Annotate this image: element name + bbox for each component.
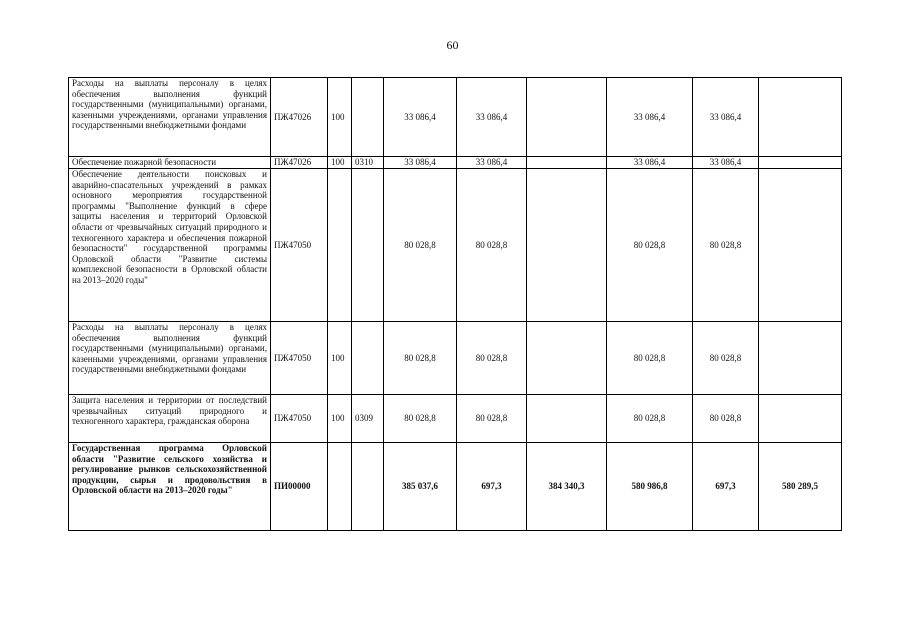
amount-4-cell: 580 986,8	[607, 443, 693, 531]
program-code-cell: ПИ00000	[271, 443, 328, 531]
program-code-cell: ПЖ47026	[271, 78, 328, 157]
amount-4-cell: 33 086,4	[607, 78, 693, 157]
amount-1-cell: 80 028,8	[384, 169, 457, 322]
program-code-cell: ПЖ47050	[271, 322, 328, 395]
section-cell	[352, 78, 384, 157]
expense-type-cell: 100	[328, 157, 352, 169]
amount-5-cell: 33 086,4	[693, 78, 759, 157]
page-number: 60	[446, 38, 459, 52]
amount-3-cell	[527, 78, 607, 157]
amount-2-cell: 80 028,8	[457, 322, 527, 395]
expense-type-cell	[328, 169, 352, 322]
table-row	[69, 322, 842, 395]
amount-6-cell	[759, 169, 842, 322]
table-row	[69, 395, 842, 443]
amount-6-cell	[759, 322, 842, 395]
amount-4-cell: 80 028,8	[607, 322, 693, 395]
amount-6-cell: 580 289,5	[759, 443, 842, 531]
amount-1-cell: 385 037,6	[384, 443, 457, 531]
expense-type-cell	[328, 443, 352, 531]
section-cell: 0310	[352, 157, 384, 169]
amount-2-cell: 697,3	[457, 443, 527, 531]
table-row	[69, 443, 842, 531]
amount-2-cell: 80 028,8	[457, 395, 527, 443]
expense-type-cell: 100	[328, 322, 352, 395]
section-cell: 0309	[352, 395, 384, 443]
amount-4-cell: 33 086,4	[607, 157, 693, 169]
amount-1-cell: 33 086,4	[384, 157, 457, 169]
amount-5-cell: 697,3	[693, 443, 759, 531]
amount-4-cell: 80 028,8	[607, 169, 693, 322]
description-cell: Государственная программа Орловской области "Развитие сельского хозяйства и регулирование рынков сельскохозяйственной продукции, сырья и продовольствия в Орловской области на 2013–2020 годы"	[69, 443, 271, 531]
section-cell	[352, 322, 384, 395]
description-cell: Расходы на выплаты персоналу в целях обеспечения выполнения функций государственными (муниципальными) органами, казенными учреждениями, органами управления государственными внебюджетными фондами	[69, 78, 271, 157]
table-body	[69, 78, 842, 531]
table-row	[69, 169, 842, 322]
amount-3-cell	[527, 157, 607, 169]
description-cell: Обеспечение пожарной безопасности	[69, 157, 271, 169]
program-code-cell: ПЖ47026	[271, 157, 328, 169]
amount-3-cell	[527, 169, 607, 322]
amount-5-cell: 33 086,4	[693, 157, 759, 169]
amount-2-cell: 80 028,8	[457, 169, 527, 322]
amount-6-cell	[759, 395, 842, 443]
amount-4-cell: 80 028,8	[607, 395, 693, 443]
amount-5-cell: 80 028,8	[693, 169, 759, 322]
amount-3-cell	[527, 322, 607, 395]
amount-1-cell: 80 028,8	[384, 395, 457, 443]
amount-2-cell: 33 086,4	[457, 157, 527, 169]
section-cell	[352, 169, 384, 322]
description-cell: Расходы на выплаты персоналу в целях обеспечения выполнения функций государственными (муниципальными) органами, казенными учреждениями, органами управления государственными внебюджетными фондами	[69, 322, 271, 395]
amount-1-cell: 80 028,8	[384, 322, 457, 395]
expense-type-cell: 100	[328, 395, 352, 443]
section-cell	[352, 443, 384, 531]
amount-2-cell: 33 086,4	[457, 78, 527, 157]
description-cell: Обеспечение деятельности поисковых и аварийно-спасательных учреждений в рамках основного мероприятия государственной программы "Выполнение функций в сфере защиты населения и территорий Орловской области от чрезвычайных ситуаций природного и техногенного характера и обеспечения пожарной безопасности" государственной программы Орловской области "Развитие системы комплексной безопасности в Орловской области на 2013–2020 годы"	[69, 169, 271, 322]
amount-6-cell	[759, 78, 842, 157]
amount-6-cell	[759, 157, 842, 169]
expense-type-cell: 100	[328, 78, 352, 157]
amount-3-cell: 384 340,3	[527, 443, 607, 531]
table-row	[69, 78, 842, 157]
description-cell: Защита населения и территории от последствий чрезвычайных ситуаций природного и техногенного характера, гражданская оборона	[69, 395, 271, 443]
budget-table	[68, 77, 842, 531]
table-row	[69, 157, 842, 169]
amount-5-cell: 80 028,8	[693, 395, 759, 443]
amount-1-cell: 33 086,4	[384, 78, 457, 157]
program-code-cell: ПЖ47050	[271, 169, 328, 322]
amount-5-cell: 80 028,8	[693, 322, 759, 395]
program-code-cell: ПЖ47050	[271, 395, 328, 443]
amount-3-cell	[527, 395, 607, 443]
